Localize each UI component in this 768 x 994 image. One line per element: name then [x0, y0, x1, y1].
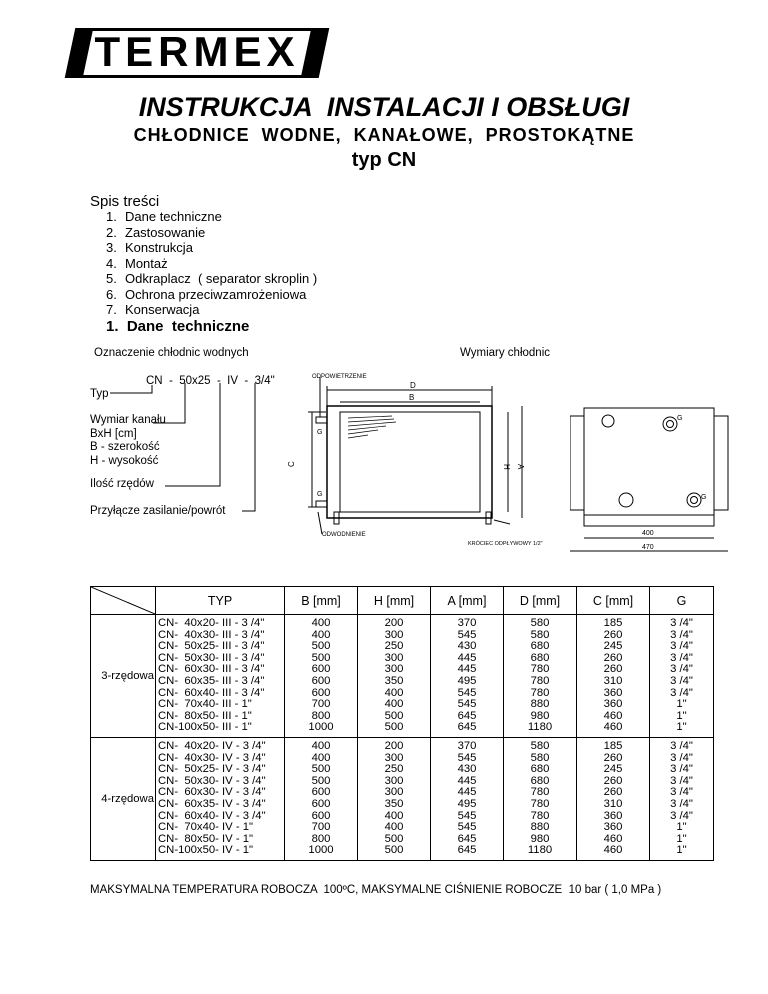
- toc-item-label: Odkraplacz ( separator skroplin ): [125, 271, 318, 286]
- a-cell: 370: [457, 617, 477, 629]
- g-cell: 3 /4": [670, 763, 693, 776]
- label-kruciec: KRÓCIEC ODPŁYWOWY 1/2": [468, 541, 543, 547]
- a-cell: 495: [457, 674, 477, 687]
- c-cell: 245: [603, 763, 623, 776]
- h-cell: 200: [384, 739, 404, 752]
- g-cell: 3 /4": [670, 686, 693, 699]
- c-cell: 260: [603, 628, 623, 641]
- toc-item-label: Konstrukcja: [125, 240, 193, 255]
- type-cell: CN- 80x50- III - 1": [158, 709, 252, 722]
- a-cell: 645: [457, 709, 477, 722]
- header-typ: TYP: [156, 587, 285, 615]
- connection-g-top-inner: [667, 421, 674, 428]
- a-cell: 445: [457, 663, 477, 676]
- label-g-bottom: G: [317, 491, 323, 498]
- d-cell: 580: [530, 739, 550, 752]
- legend-kanal-line: B - szerokość: [90, 441, 160, 453]
- toc-item-label: Konserwacja: [125, 302, 200, 317]
- logo-text: TERMEX: [94, 28, 300, 75]
- side-frame-outer: [584, 408, 714, 526]
- d-cell: 780: [530, 674, 550, 687]
- b-cell: 600: [311, 809, 331, 822]
- toc-item-number: 1.: [106, 209, 117, 224]
- g-cell: 1": [676, 698, 687, 711]
- label-odwodnienie: ODWODNIENIE: [322, 532, 366, 538]
- toc-item-label: Zastosowanie: [125, 224, 206, 240]
- dimensions-title: Wymiary chłodnic: [460, 347, 551, 359]
- header-d: D [mm]: [504, 587, 577, 615]
- g-cell: 3 /4": [670, 674, 693, 687]
- h-cell: 400: [384, 809, 404, 822]
- b-cell: 600: [311, 797, 331, 810]
- toc-item: [106, 302, 317, 318]
- table-group-row: [91, 615, 714, 738]
- g-cell: 3 /4": [670, 797, 693, 810]
- type-cell: CN- 40x20- III - 3 /4": [158, 617, 265, 629]
- b-cell: 400: [311, 751, 331, 764]
- connector-rzedy: [165, 383, 220, 486]
- type-cell: CN- 50x30- III - 3 /4": [158, 651, 265, 664]
- b-cell: 800: [311, 709, 331, 722]
- toc-item-number: 6.: [106, 286, 117, 302]
- g-cell: 1": [676, 832, 687, 845]
- c-cell: 260: [603, 774, 623, 787]
- d-cell: 680: [530, 774, 550, 787]
- spec-table: [90, 586, 714, 861]
- legend-kanal-line: Wymiar kanału: [90, 414, 166, 426]
- h-cell: 300: [384, 786, 404, 799]
- d-cell: 780: [530, 686, 550, 699]
- c-cell: 245: [603, 640, 623, 653]
- connection-g-bottom: [687, 493, 701, 507]
- h-cell: 400: [384, 686, 404, 699]
- h-cell: 350: [384, 797, 404, 810]
- c-cell: 360: [603, 809, 623, 822]
- c-cell: 460: [603, 709, 623, 722]
- d-cell: 680: [530, 763, 550, 776]
- side-flange-left: [570, 416, 584, 510]
- c-cell: 360: [603, 821, 623, 834]
- h-cell-column: [358, 615, 431, 738]
- row-group-label: 3-rzędowa: [91, 615, 156, 738]
- type-cell: CN- 60x35- III - 3 /4": [158, 674, 265, 687]
- a-cell: 445: [457, 786, 477, 799]
- h-cell: 250: [384, 763, 404, 776]
- toc-item-label: Montaż: [125, 255, 168, 271]
- b-cell: 600: [311, 674, 331, 687]
- label-h: H: [502, 464, 511, 470]
- d-cell: 580: [530, 628, 550, 641]
- c-cell: 360: [603, 698, 623, 711]
- type-cell: CN- 40x30- III - 3 /4": [158, 628, 265, 641]
- c-cell: 310: [603, 797, 623, 810]
- type-cell: CN- 80x50- IV - 1": [158, 832, 254, 845]
- g-cell: 1": [676, 844, 687, 857]
- label-b: B: [409, 393, 415, 402]
- label-400: 400: [642, 530, 654, 537]
- h-cell: 300: [384, 663, 404, 676]
- d-cell-column: [504, 615, 577, 738]
- h-cell: 400: [384, 821, 404, 834]
- toc-item-label: Ochrona przeciwzamrożeniowa: [125, 286, 307, 302]
- document-title: INSTRUKCJA INSTALACJI I OBSŁUGI: [138, 92, 630, 122]
- row-group-label: 4-rzędowa: [91, 737, 156, 860]
- h-cell: 300: [384, 651, 404, 664]
- type-cell: CN- 40x30- IV - 3 /4": [158, 751, 266, 764]
- drain-outlet: [494, 520, 510, 524]
- type-cell: CN- 50x30- IV - 3 /4": [158, 774, 266, 787]
- toc-item: [106, 287, 317, 303]
- corner-cell: [91, 587, 156, 615]
- h-cell: 500: [384, 832, 404, 845]
- leader-odwodnienie: [318, 512, 322, 534]
- d-cell: 780: [530, 663, 550, 676]
- type-cell: CN- 50x25- III - 3 /4": [158, 640, 265, 653]
- type-cell: CN- 60x40- III - 3 /4": [158, 686, 265, 699]
- g-cell: 3 /4": [670, 774, 693, 787]
- a-cell: 645: [457, 844, 477, 857]
- a-cell: 430: [457, 763, 477, 776]
- connector-typ: [110, 385, 152, 393]
- type-cell: CN- 70x40- III - 1": [158, 698, 252, 711]
- header-a: A [mm]: [431, 587, 504, 615]
- type-cell: CN-100x50- III - 1": [158, 721, 252, 734]
- d-cell: 680: [530, 640, 550, 653]
- c-cell: 260: [603, 751, 623, 764]
- label-g-top: G: [317, 429, 323, 436]
- b-cell: 600: [311, 686, 331, 699]
- c-cell: 460: [603, 844, 623, 857]
- connection-g-bottom-inner: [691, 497, 698, 504]
- b-cell: 400: [311, 739, 331, 752]
- header-c: C [mm]: [577, 587, 650, 615]
- d-cell: 1180: [527, 721, 553, 734]
- connector-kanal: [153, 383, 185, 423]
- legend-kanal-line: BxH [cm]: [90, 427, 137, 440]
- toc-item: [106, 240, 317, 256]
- a-cell: 545: [457, 821, 477, 834]
- a-cell: 645: [457, 721, 477, 734]
- c-cell: 260: [603, 786, 623, 799]
- legend-przylacze: Przyłącze zasilanie/powrót: [90, 505, 226, 517]
- g-cell-column: [650, 737, 714, 860]
- a-cell: 445: [457, 651, 477, 664]
- g-cell: 3 /4": [670, 751, 693, 764]
- type-cell: CN- 60x30- III - 3 /4": [158, 663, 265, 676]
- g-cell: 3 /4": [670, 651, 693, 664]
- front-view-drawing: [282, 372, 582, 552]
- d-cell: 780: [530, 809, 550, 822]
- type-cell: CN-100x50- IV - 1": [158, 844, 254, 857]
- a-cell: 545: [457, 686, 477, 699]
- connection-pipe-top: [316, 417, 327, 423]
- a-cell: 645: [457, 832, 477, 845]
- a-cell-column: [431, 737, 504, 860]
- document-subtitle: CHŁODNICE WODNE, KANAŁOWE, PROSTOKĄTNE: [133, 125, 635, 145]
- g-cell: 3 /4": [670, 786, 693, 799]
- front-frame-outer: [327, 406, 492, 518]
- c-cell: 460: [603, 832, 623, 845]
- designation-title: Oznaczenie chłodnic wodnych: [94, 347, 249, 359]
- h-cell: 500: [384, 721, 404, 734]
- type-cell: CN- 60x40- IV - 3 /4": [158, 809, 266, 822]
- c-cell: 185: [603, 739, 623, 752]
- toc-item-number: 5.: [106, 271, 117, 286]
- b-cell: 700: [311, 821, 331, 834]
- c-cell-column: [577, 737, 650, 860]
- label-g-side-top: G: [677, 415, 683, 422]
- g-cell-column: [650, 615, 714, 738]
- a-cell: 370: [457, 739, 477, 752]
- b-cell-column: [285, 615, 358, 738]
- d-cell: 580: [530, 751, 550, 764]
- h-cell: 500: [384, 709, 404, 722]
- side-hole-top: [602, 415, 614, 427]
- d-cell: 780: [530, 786, 550, 799]
- b-cell: 500: [311, 774, 331, 787]
- b-cell: 500: [311, 651, 331, 664]
- d-cell-column: [504, 737, 577, 860]
- connection-pipe-bottom: [316, 501, 327, 507]
- side-view-drawing: [570, 402, 730, 554]
- b-cell: 1000: [308, 721, 334, 734]
- b-cell: 600: [311, 786, 331, 799]
- g-cell: 3 /4": [670, 739, 693, 752]
- toc-item-number: 3.: [106, 240, 117, 255]
- toc-item: [106, 225, 317, 241]
- b-cell-column: [285, 737, 358, 860]
- table-header-row: [91, 587, 714, 615]
- h-cell: 300: [384, 774, 404, 787]
- toc-item-label: Dane techniczne: [125, 209, 222, 224]
- d-cell: 880: [530, 698, 550, 711]
- termex-logo: [66, 28, 328, 78]
- type-cell: CN- 50x25- IV - 3 /4": [158, 763, 266, 776]
- coil-hatch: [348, 416, 396, 438]
- h-cell: 300: [384, 628, 404, 641]
- d-cell: 680: [530, 651, 550, 664]
- h-cell: 350: [384, 674, 404, 687]
- d-cell: 980: [530, 709, 550, 722]
- a-cell: 545: [457, 809, 477, 822]
- label-c: C: [287, 461, 296, 467]
- b-cell: 700: [311, 698, 331, 711]
- toc-item-number: 7.: [106, 302, 117, 317]
- c-cell: 460: [603, 721, 623, 734]
- toc-title: Spis treści: [90, 193, 160, 210]
- h-cell: 250: [384, 640, 404, 653]
- label-g-side-bottom: G: [701, 494, 707, 501]
- toc-item-number: 2.: [106, 224, 117, 240]
- c-cell: 185: [603, 617, 623, 629]
- g-cell: 3 /4": [670, 809, 693, 822]
- d-cell: 880: [530, 821, 550, 834]
- a-cell-column: [431, 615, 504, 738]
- connector-przylacze: [242, 383, 255, 511]
- g-cell: 1": [676, 709, 687, 722]
- designation-code: CN - 50x25 - IV - 3/4": [146, 375, 275, 387]
- c-cell: 260: [603, 663, 623, 676]
- h-cell: 500: [384, 844, 404, 857]
- type-cell: CN- 60x30- IV - 3 /4": [158, 786, 266, 799]
- side-hole-bottom: [619, 493, 633, 507]
- b-cell: 400: [311, 617, 331, 629]
- logo-rule-bottom: [82, 75, 312, 78]
- c-cell: 260: [603, 651, 623, 664]
- h-cell: 400: [384, 698, 404, 711]
- d-cell: 780: [530, 797, 550, 810]
- legend-rzedy: Ilość rzędów: [90, 478, 154, 490]
- legend-kanal-line: H - wysokość: [90, 454, 159, 467]
- a-cell: 545: [457, 751, 477, 764]
- c-cell-column: [577, 615, 650, 738]
- h-cell-column: [358, 737, 431, 860]
- h-cell: 200: [384, 617, 404, 629]
- document-type: typ CN: [351, 149, 417, 171]
- b-cell: 800: [311, 832, 331, 845]
- corner-diagonal: [91, 587, 155, 614]
- label-d: D: [410, 381, 416, 390]
- table-group-row: [91, 737, 714, 860]
- type-cell: CN- 40x20- IV - 3 /4": [158, 739, 266, 752]
- h-cell: 300: [384, 751, 404, 764]
- connection-g-top: [663, 417, 677, 431]
- c-cell: 360: [603, 686, 623, 699]
- g-cell: 1": [676, 821, 687, 834]
- g-cell: 1": [676, 721, 687, 734]
- toc-list: [106, 209, 317, 318]
- b-cell: 1000: [308, 844, 334, 857]
- d-cell: 1180: [527, 844, 553, 857]
- type-cell-column: [156, 737, 285, 860]
- b-cell: 600: [311, 663, 331, 676]
- b-cell: 500: [311, 640, 331, 653]
- header-h: H [mm]: [358, 587, 431, 615]
- legend-typ: Typ: [90, 388, 109, 400]
- g-cell: 3 /4": [670, 617, 693, 629]
- toc-item-number: 4.: [106, 255, 117, 271]
- a-cell: 545: [457, 698, 477, 711]
- a-cell: 445: [457, 774, 477, 787]
- label-a: A: [516, 464, 525, 470]
- a-cell: 545: [457, 628, 477, 641]
- label-470: 470: [642, 544, 654, 551]
- g-cell: 3 /4": [670, 640, 693, 653]
- section-heading: 1. Dane techniczne: [106, 318, 250, 335]
- header-b: B [mm]: [285, 587, 358, 615]
- a-cell: 430: [457, 640, 477, 653]
- g-cell: 3 /4": [670, 628, 693, 641]
- legend-connector-lines: [80, 370, 280, 520]
- toc-item: [106, 209, 317, 225]
- footer-note: MAKSYMALNA TEMPERATURA ROBOCZA 100ºC, MAKSYMALNE CIŚNIENIE ROBOCZE 10 bar ( 1,0 MPa ): [90, 884, 662, 896]
- header-g: G: [650, 587, 714, 615]
- type-cell: CN- 70x40- IV - 1": [158, 821, 254, 834]
- c-cell: 310: [603, 674, 623, 687]
- type-cell: CN- 60x35- IV - 3 /4": [158, 797, 266, 810]
- b-cell: 400: [311, 628, 331, 641]
- d-cell: 580: [530, 617, 550, 629]
- d-cell: 980: [530, 832, 550, 845]
- g-cell: 3 /4": [670, 663, 693, 676]
- type-cell-column: [156, 615, 285, 738]
- front-frame-inner: [340, 412, 480, 512]
- toc-item: [106, 271, 317, 287]
- b-cell: 500: [311, 763, 331, 776]
- toc-item: [106, 256, 317, 272]
- a-cell: 495: [457, 797, 477, 810]
- label-odpowietrzenie: ODPOWIETRZENIE: [312, 374, 367, 380]
- side-flange-right: [714, 416, 728, 510]
